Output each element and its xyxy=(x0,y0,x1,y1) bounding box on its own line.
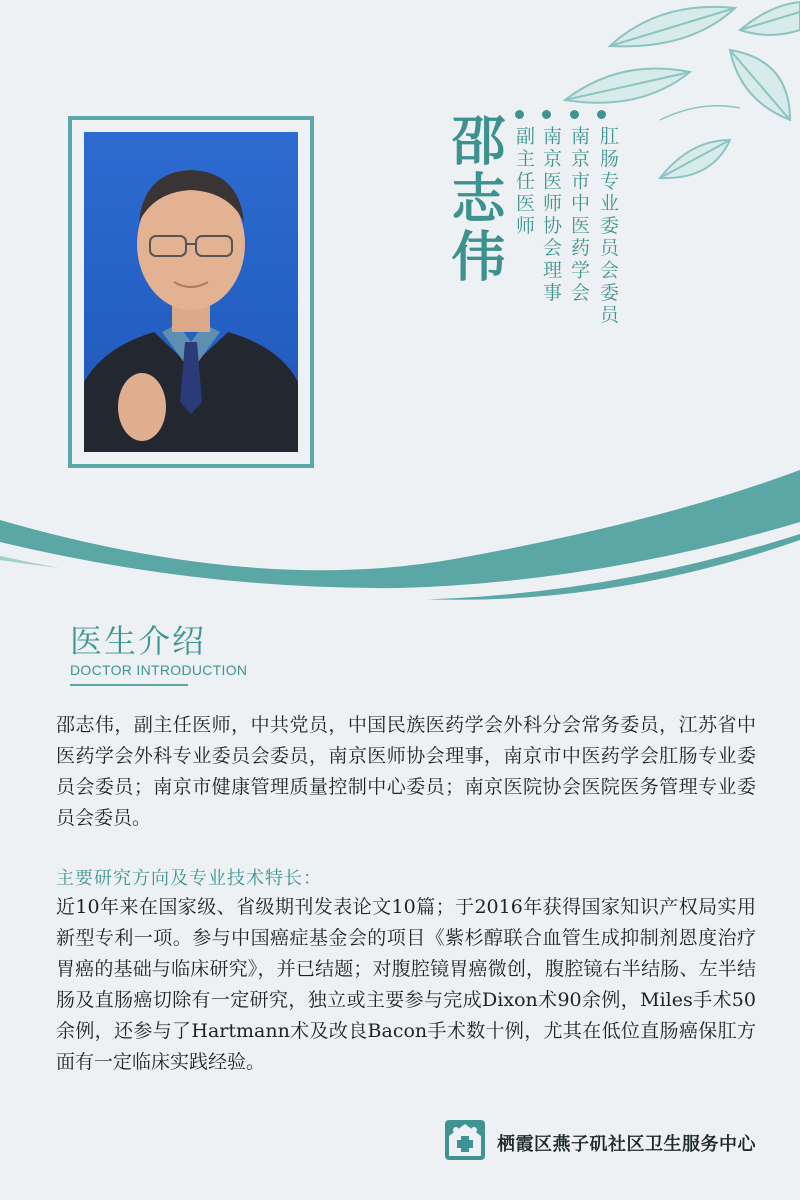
health-center-logo-icon xyxy=(443,1118,487,1162)
section-underline xyxy=(70,684,188,686)
section-title: 医生介绍 xyxy=(70,622,207,660)
footer-organization: 栖霞区燕子矶社区卫生服务中心 xyxy=(497,1134,756,1155)
doctor-portrait xyxy=(84,132,298,452)
title-column-1: 副主任医师 xyxy=(513,126,535,238)
title-column-2: 南京医师协会理事 xyxy=(540,126,562,305)
title-dot xyxy=(515,110,524,119)
title-column-3: 南京市中医药学会 xyxy=(568,126,590,305)
title-dot xyxy=(570,110,579,119)
intro-paragraph: 邵志伟，副主任医师，中共党员，中国民族医药学会外科分会常务委员，江苏省中医药学会外科专业委员会委员，南京医师协会理事，南京市中医药学会肛肠专业委员会委员；南京市健康管理质量控制中心委员；南京医院协会医院医务管理专业委员会委员。 xyxy=(56,714,756,829)
wave-divider xyxy=(0,470,800,610)
section-subtitle: DOCTOR INTRODUCTION xyxy=(70,662,248,678)
title-dot xyxy=(597,110,606,119)
title-dot xyxy=(542,110,551,119)
research-heading: 主要研究方向及专业技术特长： xyxy=(56,868,322,889)
research-paragraph: 近10年来在国家级、省级期刊发表论文10篇；于2016年获得国家知识产权局实用新型专利一项。参与中国癌症基金会的项目《紫杉醇联合血管生成抑制剂恩度治疗胃癌的基础与临床研究》，并已结题；对腹腔镜胃癌微创，腹腔镜右半结肠、左半结肠及直肠癌切除有一定研究，独立或主要参与完成Dixon术90余例，Miles手术50余例，还参与了Hartmann术及改良Bacon手术数十例，尤其在低位直肠癌保肛方面有一定临床实践经验。 xyxy=(56,896,756,1073)
doctor-name: 邵志伟 xyxy=(443,112,506,286)
photo-frame xyxy=(68,116,314,468)
title-column-4: 肛肠专业委员会委员 xyxy=(597,126,619,327)
